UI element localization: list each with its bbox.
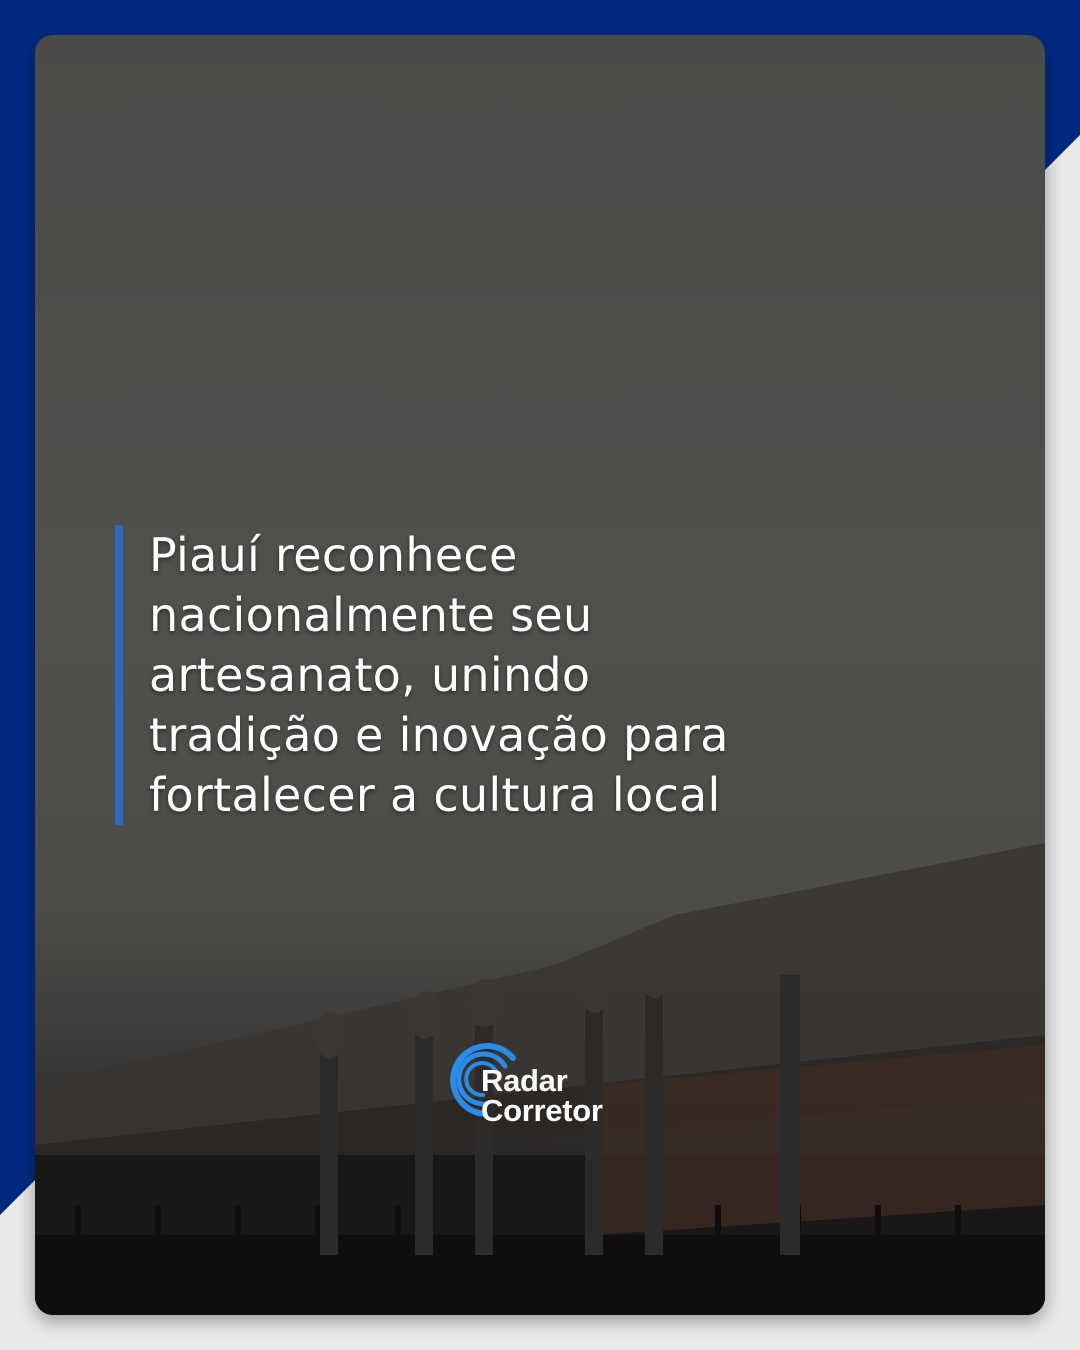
brand-logo bbox=[445, 1040, 645, 1130]
brand-logo-line1: Radar bbox=[481, 1063, 568, 1098]
headline-accent-bar bbox=[115, 525, 123, 825]
brand-logo-text bbox=[481, 1063, 603, 1128]
brand-logo-line2: Corretor bbox=[481, 1093, 603, 1128]
news-card bbox=[35, 35, 1045, 1315]
headline-text: Piauí reconhece nacionalmente seu artesanato, unindo tradição e inovação para fortalecer a cultura local bbox=[149, 528, 729, 822]
